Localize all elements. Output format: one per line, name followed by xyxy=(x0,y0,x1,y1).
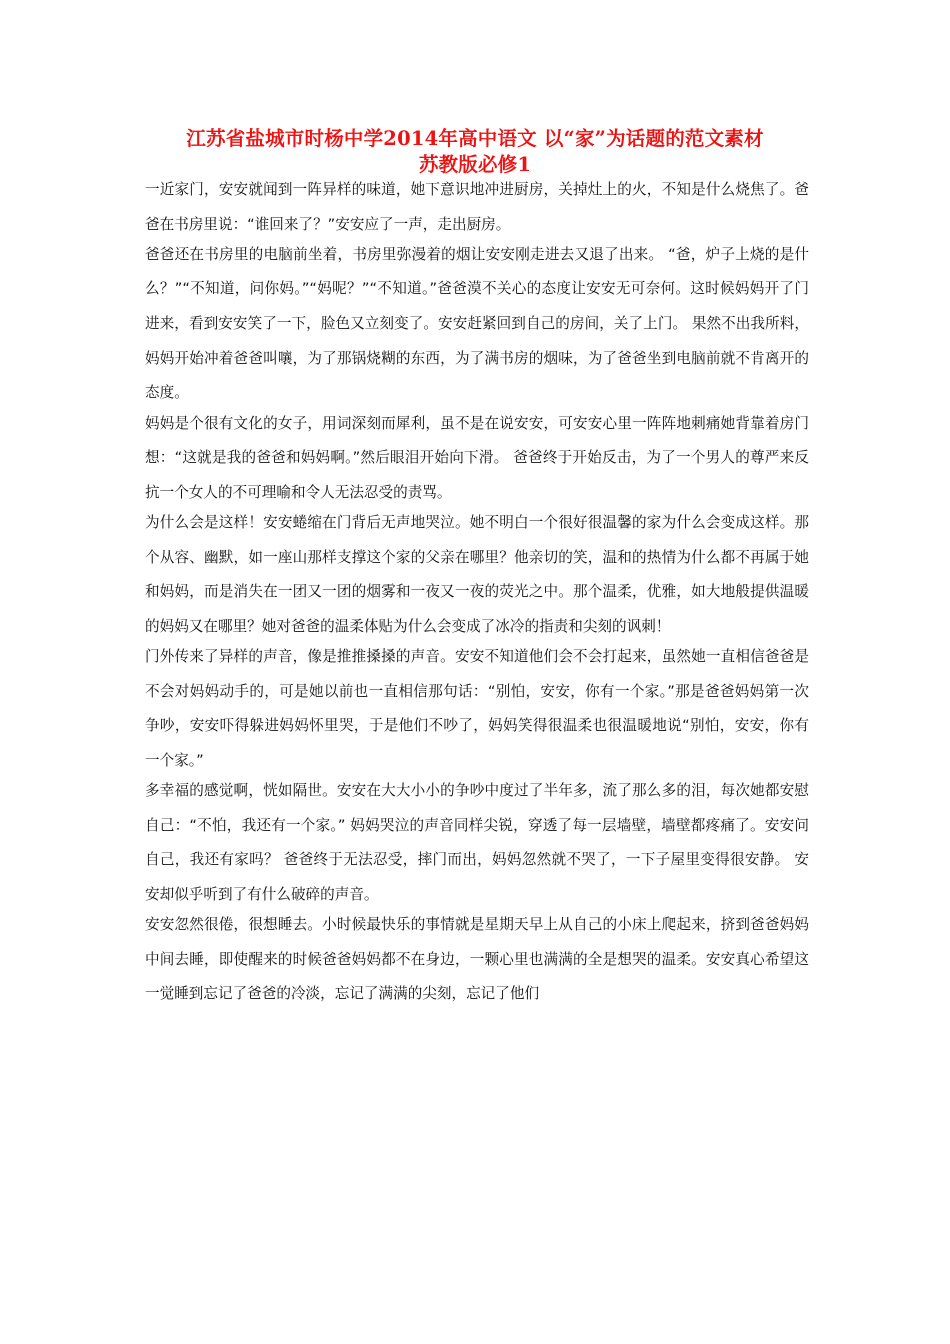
paragraph-7: 安安忽然很倦，很想睡去。小时候最快乐的事情就是星期天早上从自己的小床上爬起来，挤到爸爸妈妈中间去睡，即使醒来的时候爸爸妈妈都不在身边，一颗心里也满满的全是想哭的温柔。安安真心希望这一觉睡到忘记了爸爸的冷淡，忘记了满满的尖刻，忘记了他们 xyxy=(145,916,809,1003)
title-line-1: 江苏省盐城市时杨中学2014年高中语文 以“家”为话题的范文素材 xyxy=(186,127,764,150)
paragraph-3: 妈妈是个很有文化的女子，用词深刻而犀利，虽不是在说安安，可安安心里一阵阵地刺痛她背靠着房门想：“这就是我的爸爸和妈妈啊。”然后眼泪开始向下滑。 爸爸终于开始反击，为了一个男人的尊严来反抗一个女人的不可理喻和令人无法忍受的责骂。 xyxy=(145,414,809,501)
document-title xyxy=(110,126,840,178)
paragraph-4: 为什么会是这样！安安蜷缩在门背后无声地哭泣。她不明白一个很好很温馨的家为什么会变成这样。那个从容、幽默，如一座山那样支撑这个家的父亲在哪里？他亲切的笑，温和的热情为什么都不再属于她和妈妈，而是消失在一团又一团的烟雾和一夜又一夜的荧光之中。那个温柔，优雅，如大地般提供温暖的妈妈又在哪里？她对爸爸的温柔体贴为什么会变成了冰冷的指责和尖刻的讽刺！ xyxy=(145,514,809,635)
paragraph-1: 一近家门，安安就闻到一阵异样的味道，她下意识地冲进厨房，关掉灶上的火，不知是什么烧焦了。爸爸在书房里说：“谁回来了？”安安应了一声，走出厨房。 xyxy=(145,181,809,233)
paragraph-5: 门外传来了异样的声音，像是推推搡搡的声音。安安不知道他们会不会打起来，虽然她一直相信爸爸是不会对妈妈动手的，可是她以前也一直相信那句话：“别怕，安安，你有一个家。”那是爸爸妈妈第一次争吵，安安吓得躲进妈妈怀里哭，于是他们不吵了，妈妈笑得很温柔也很温暖地说“别怕，安安，你有一个家。” xyxy=(145,648,809,769)
title-line-2: 苏教版必修1 xyxy=(418,153,532,176)
paragraph-2: 爸爸还在书房里的电脑前坐着，书房里弥漫着的烟让安安刚走进去又退了出来。 “爸，炉子上烧的是什么？”“不知道，问你妈。”“妈呢？”“不知道。”爸爸漠不关心的态度让安安无可奈何。这时候妈妈开了门进来，看到安安笑了一下，脸色又立刻变了。安安赶紧回到自己的房间，关了上门。 果然不出我所料，妈妈开始冲着爸爸叫嚷，为了那锅烧糊的东西，为了满书房的烟味，为了爸爸坐到电脑前就不肯离开的态度。 xyxy=(145,245,809,402)
document-body xyxy=(145,173,809,1012)
paragraph-6: 多幸福的感觉啊，恍如隔世。安安在大大小小的争吵中度过了半年多，流了那么多的泪，每次她都安慰自己：“不怕，我还有一个家。” 妈妈哭泣的声音同样尖锐，穿透了每一层墙壁，墙壁都疼痛了。安安问自己，我还有家吗？ 爸爸终于无法忍受，摔门而出，妈妈忽然就不哭了，一下子屋里变得很安静。 安安却似乎听到了有什么破碎的声音。 xyxy=(145,782,809,903)
